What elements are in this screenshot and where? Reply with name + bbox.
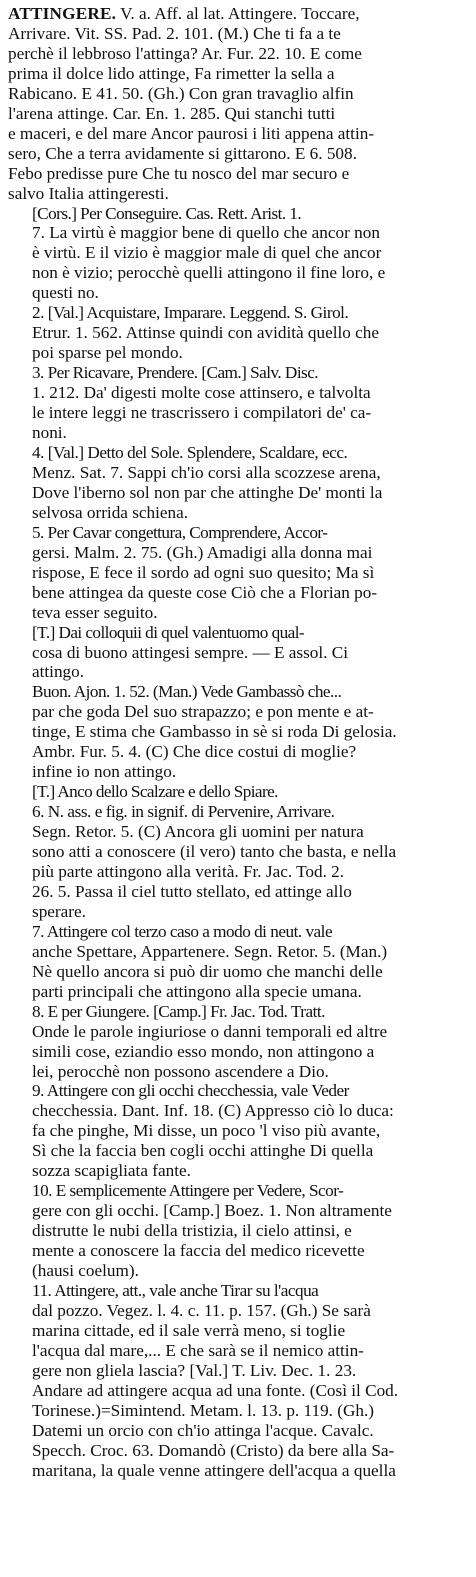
text-line: Datemi un orcio con ch'io attinga l'acque. Cavalc. xyxy=(32,1420,374,1440)
entry-paragraph xyxy=(8,802,469,922)
text-line: prima il dolce lido attinge, Fa rimetter la sella a xyxy=(8,63,335,83)
entry-paragraph xyxy=(8,303,469,363)
text-line: Arrivare. Vit. SS. Pad. 2. 101. (M.) Che ti fa a te xyxy=(8,23,341,43)
text-line: [Cors.] Per Conseguire. Cas. Rett. Arist. 1. xyxy=(32,203,302,223)
text-line: gersi. Malm. 2. 75. (Gh.) Amadigi alla donna mai xyxy=(32,542,373,562)
text-line: Ambr. Fur. 5. 4. (C) Che dice costui di moglie? xyxy=(32,742,357,762)
text-line: 7. Attingere col terzo caso a modo di neut. vale xyxy=(32,921,333,941)
entry-paragraph xyxy=(8,1081,469,1181)
entry-paragraph xyxy=(8,204,469,304)
text-line: dal pozzo. Vegez. l. 4. c. 11. p. 157. (Gh.) Se sarà xyxy=(32,1300,371,1320)
text-line: parti principali che attingono alla specie umana. xyxy=(32,981,362,1001)
text-line: questi no. xyxy=(32,283,99,303)
text-line: [T.] Anco dello Scalzare e dello Spiare. xyxy=(32,782,278,802)
text-line: (hausi coelum). xyxy=(32,1261,139,1281)
text-line: le intere leggi ne trascrissero i compilatori de' ca- xyxy=(32,403,372,423)
text-line: rispose, E fece il sordo ad ogni suo quesito; Ma sì xyxy=(32,562,375,582)
text-line: gere con gli occhi. [Camp.] Boez. 1. Non altramente xyxy=(32,1201,392,1221)
text-line: sozza scapigliata fante. xyxy=(32,1161,191,1181)
text-line: 8. E per Giungere. [Camp.] Fr. Jac. Tod. Tratt. xyxy=(32,1001,325,1021)
text-line: Rabicano. E 41. 50. (Gh.) Con gran travaglio alfin xyxy=(8,83,354,103)
headword: ATTINGERE. xyxy=(8,4,117,23)
text-line: 10. E semplicemente Attingere per Vedere, Scor- xyxy=(32,1181,344,1201)
entry-paragraph xyxy=(8,623,469,683)
text-line: Sì che la faccia ben cogli occhi attinghe Di quella xyxy=(32,1141,374,1161)
text-line: l'acqua dal mare,... E che sarà se il nemico attin- xyxy=(32,1340,364,1360)
text-line: cosa di buono attingesi sempre. — E assol. Ci xyxy=(32,642,349,662)
entry-paragraph xyxy=(8,443,469,523)
text-line: l'arena attinge. Car. En. 1. 285. Qui stanchi tutti xyxy=(8,103,336,123)
text-line: infine io non attingo. xyxy=(32,762,177,782)
text-line: noni. xyxy=(32,423,67,443)
text-line: Nè quello ancora si può dir uomo che manchi delle xyxy=(32,961,383,981)
entry-paragraph xyxy=(8,1002,469,1082)
text-line: 1. 212. Da' digesti molte cose attinsero, e talvolta xyxy=(32,383,371,403)
text-line: mente a conoscere la faccia del medico ricevette xyxy=(32,1241,365,1261)
text-line: Dove l'iberno sol non par che attinghe De' monti la xyxy=(32,482,383,502)
text-line: attingo. xyxy=(32,662,85,682)
text-line: non è vizio; perocchè quelli attingono il fine loro, e xyxy=(32,263,386,283)
text-line: 4. [Val.] Detto del Sole. Splendere, Scaldare, ecc. xyxy=(32,442,348,462)
text-line: sero, Che a terra avidamente si gittarono. E 6. 508. xyxy=(8,143,357,163)
entry-paragraph xyxy=(8,922,469,1002)
text-line: maritana, la quale venne attingere dell'acqua a quella xyxy=(32,1460,396,1480)
text-line: bene attingea da queste cose Ciò che a Florian po- xyxy=(32,582,378,602)
text-line: 5. Per Cavar congettura, Comprendere, Accor- xyxy=(32,522,328,542)
text-line: teva esser seguito. xyxy=(32,602,158,622)
entry-paragraph xyxy=(8,523,469,623)
text-line: Segn. Retor. 5. (C) Ancora gli uomini per natura xyxy=(32,822,364,842)
text-line: marina cittade, ed il sale verrà meno, si toglie xyxy=(32,1320,346,1340)
entry-paragraph xyxy=(8,1281,469,1481)
text-line: 2. [Val.] Acquistare, Imparare. Leggend. S. Girol. xyxy=(32,303,349,323)
text-line: 3. Per Ricavare, Prendere. [Cam.] Salv. Disc. xyxy=(32,363,319,383)
entry-paragraph xyxy=(8,363,469,443)
entry-paragraph xyxy=(8,4,469,204)
text-line: tinge, E stima che Gambasso in sè si roda Di gelosia. xyxy=(32,722,397,742)
text-line: sono atti a conoscere (il vero) tanto che basta, e nella xyxy=(32,842,397,862)
text-line: perchè il lebbroso l'attinga? Ar. Fur. 22. 10. E come xyxy=(8,43,362,63)
text-line: 11. Attingere, att., vale anche Tirar su l'acqua xyxy=(32,1281,319,1300)
text-line: Menz. Sat. 7. Sappi ch'io corsi alla scozzese arena, xyxy=(32,462,381,482)
text-line: Febo predisse pure Che tu nosco del mar securo e xyxy=(8,163,350,183)
text-line: simili cose, eziandio esso mondo, non attingono a xyxy=(32,1041,375,1061)
text-line: poi sparse pel mondo. xyxy=(32,343,183,363)
text-line: fa che pinghe, Mi disse, un poco 'l viso più avante, xyxy=(32,1121,381,1141)
text-line: gere non gliela lascia? [Val.] T. Liv. Dec. 1. 23. xyxy=(32,1360,357,1380)
text-line: Onde le parole ingiuriose o danni temporali ed altre xyxy=(32,1021,388,1041)
text-line: distrutte le nubi della tristizia, il cielo attinsi, e xyxy=(32,1221,352,1241)
text-line: e maceri, e del mare Ancor paurosi i liti appena attin- xyxy=(8,123,375,143)
text-line: Andare ad attingere acqua ad una fonte. (Così il Cod. xyxy=(32,1380,399,1400)
text-line: lei, perocchè non possono ascendere a Dio. xyxy=(32,1061,329,1081)
text-line: 26. 5. Passa il ciel tutto stellato, ed attinge allo xyxy=(32,881,352,901)
text-line: checchessia. Dant. Inf. 18. (C) Appresso ciò lo duca: xyxy=(32,1101,394,1121)
entry-paragraph xyxy=(8,782,469,802)
text-line: anche Spettare, Appartenere. Segn. Retor. 5. (Man.) xyxy=(32,941,388,961)
text-line: salvo Italia attingeresti. xyxy=(8,183,169,203)
text-line: selvosa orrida schiena. xyxy=(32,502,189,522)
text-line: ATTINGERE. V. a. Aff. al lat. Attingere. Toccare, xyxy=(8,4,360,23)
text-line: par che goda Del suo strapazzo; e pon mente e at- xyxy=(32,702,374,722)
text-line: è virtù. E il vizio è maggior male di quel che ancor xyxy=(32,243,382,263)
text-line: più parte attingono alla verità. Fr. Jac. Tod. 2. xyxy=(32,861,345,881)
text-line: [T.] Dai colloquii di quel valentuomo qual- xyxy=(32,622,305,642)
text-line: sperare. xyxy=(32,901,86,921)
text-line: Buon. Ajon. 1. 52. (Man.) Vede Gambassò che... xyxy=(32,682,342,702)
text-line: 6. N. ass. e fig. in signif. di Pervenire, Arrivare. xyxy=(32,802,335,822)
text-line: 7. La virtù è maggior bene di quello che ancor non xyxy=(32,223,380,243)
entry-paragraph xyxy=(8,1181,469,1281)
entry-paragraph xyxy=(8,682,469,782)
text-line: 9. Attingere con gli occhi checchessia, vale Veder xyxy=(32,1081,349,1101)
text-line: Torinese.)=Simintend. Metam. l. 13. p. 119. (Gh.) xyxy=(32,1400,375,1420)
text-line: Specch. Croc. 63. Domandò (Cristo) da bere alla Sa- xyxy=(32,1440,395,1460)
text-line: Etrur. 1. 562. Attinse quindi con avidità quello che xyxy=(32,323,380,343)
